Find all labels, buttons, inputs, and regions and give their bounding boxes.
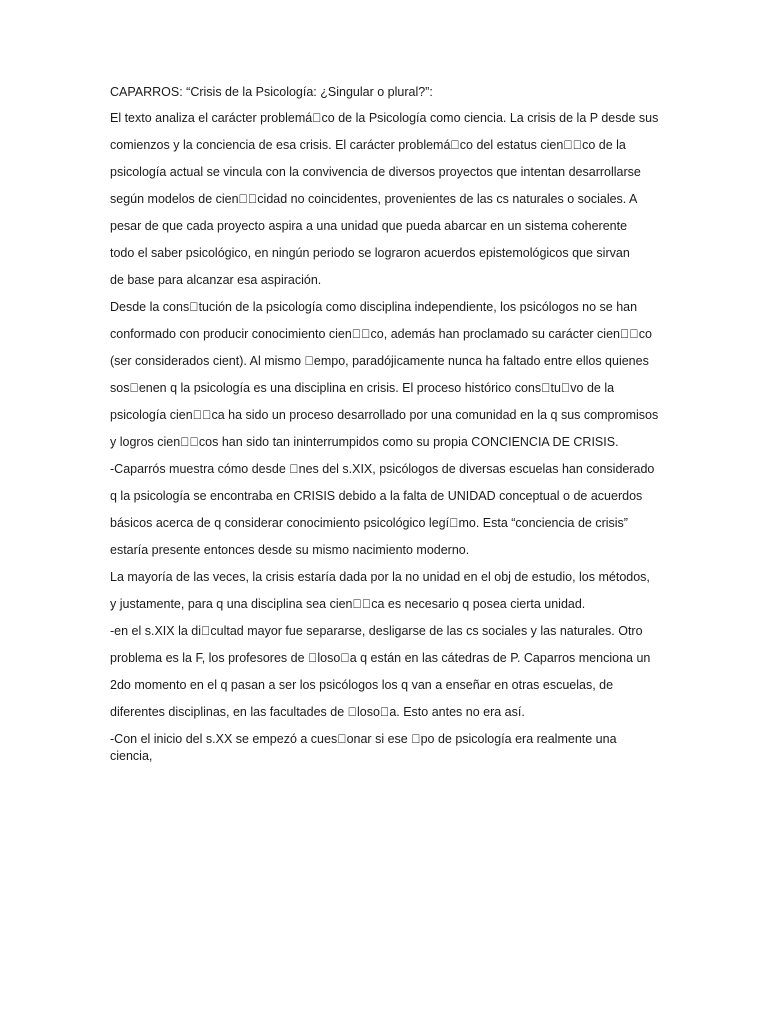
paragraph: básicos acerca de q considerar conocimiento psicológico legí􏰀mo. Esta “conciencia de crisis” [110, 516, 628, 530]
document-body [110, 84, 662, 775]
paragraph: diferentes disciplinas, en las facultades de 􏰂loso􏰃a. Esto antes no era así. [110, 705, 525, 719]
paragraph: -en el s.XIX la di􏰂cultad mayor fue separarse, desligarse de las cs sociales y las naturales. Otro [110, 624, 643, 638]
document-title: CAPARROS: “Crisis de la Psicología: ¿Singular o plural?”: [110, 85, 433, 99]
paragraph: conformado con producir conocimiento cien􏰁􏰂co, además han proclamado su carácter cien􏰁􏰂co [110, 327, 652, 341]
paragraph: estaría presente entonces desde su mismo nacimiento moderno. [110, 543, 470, 557]
paragraph: q la psicología se encontraba en CRISIS debido a la falta de UNIDAD conceptual o de acuerdos [110, 489, 643, 503]
paragraph: pesar de que cada proyecto aspira a una unidad que pueda abarcar en un sistema coherente [110, 219, 628, 233]
paragraph: psicología actual se vincula con la convivencia de diversos proyectos que intentan desarrollarse [110, 165, 641, 179]
paragraph: -Con el inicio del s.XX se empezó a cues􏰀onar si ese 􏰀po de psicología era realmente una ciencia, [110, 732, 617, 763]
paragraph: -Caparrós muestra cómo desde 􏰂nes del s.XIX, psicólogos de diversas escuelas han considerado [110, 462, 655, 476]
paragraph: problema es la F, los profesores de 􏰂loso􏰃a q están en las cátedras de P. Caparros menciona un [110, 651, 651, 665]
paragraph: y logros cien􏰁􏰂cos han sido tan ininterrumpidos como su propia CONCIENCIA DE CRISIS. [110, 435, 619, 449]
paragraph: La mayoría de las veces, la crisis estaría dada por la no unidad en el obj de estudio, los métodos, [110, 570, 650, 584]
paragraph: psicología cien􏰁􏰂ca ha sido un proceso desarrollado por una comunidad en la q sus compromisos [110, 408, 659, 422]
paragraph: 2do momento en el q pasan a ser los psicólogos los q van a enseñar en otras escuelas, de [110, 678, 614, 692]
paragraph: de base para alcanzar esa aspiración. [110, 273, 322, 287]
paragraph: comienzos y la conciencia de esa crisis. El carácter problemá􏰀co del estatus cien􏰁􏰂co de la [110, 138, 626, 152]
paragraph: según modelos de cien􏰀􏰂cidad no coincidentes, provenientes de las cs naturales o sociales. A [110, 192, 638, 206]
paragraph: todo el saber psicológico, en ningún periodo se lograron acuerdos epistemológicos que sirvan [110, 246, 630, 260]
paragraph: Desde la cons􏰀tución de la psicología como disciplina independiente, los psicólogos no se han [110, 300, 638, 314]
paragraph: y justamente, para q una disciplina sea cien􏰁􏰂ca es necesario q posea cierta unidad. [110, 597, 586, 611]
paragraph: El texto analiza el carácter problemá􏰀co de la Psicología como ciencia. La crisis de la P desde sus [110, 111, 659, 125]
paragraph: sos􏰀enen q la psicología es una disciplina en crisis. El proceso histórico cons􏰀tu􏰀vo de la [110, 381, 615, 395]
paragraph: (ser considerados cient). Al mismo 􏰀empo, paradójicamente nunca ha faltado entre ellos quienes [110, 354, 649, 368]
